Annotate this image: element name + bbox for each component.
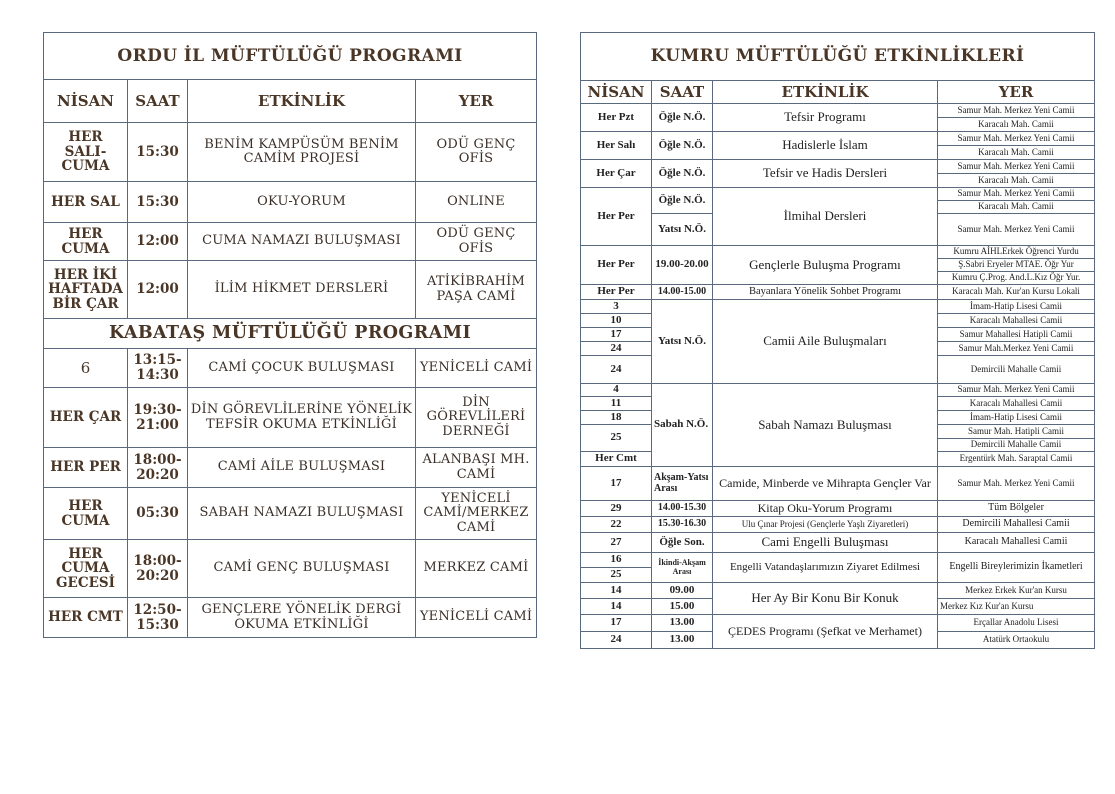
nisan-cell: 3 bbox=[581, 300, 652, 314]
kumru-program-table bbox=[580, 32, 1095, 649]
yer-cell: Samur Mah. Merkez Yeni Camii bbox=[938, 188, 1095, 201]
nisan-cell: HER CUMA GECESİ bbox=[44, 540, 128, 598]
nisan-cell: HER ÇAR bbox=[44, 388, 128, 448]
yer-cell: ODÜ GENÇ OFİS bbox=[416, 223, 537, 261]
nisan-cell: 29 bbox=[581, 501, 652, 517]
nisan-cell: Her Per bbox=[581, 285, 652, 300]
header-nisan: NİSAN bbox=[44, 80, 128, 123]
header-nisan: NİSAN bbox=[581, 81, 652, 104]
kumru-title: KUMRU MÜFTÜLÜĞÜ ETKİNLİKLERİ bbox=[581, 33, 1095, 81]
header-etkinlik: ETKİNLİK bbox=[713, 81, 938, 104]
saat-cell: Yatsı N.Ö. bbox=[652, 214, 713, 246]
table-row bbox=[581, 384, 1095, 397]
nisan-cell: 22 bbox=[581, 517, 652, 533]
saat-cell: 15.00 bbox=[652, 599, 713, 615]
etkinlik-cell: Camii Aile Buluşmaları bbox=[713, 300, 938, 384]
saat-cell: 13.00 bbox=[652, 632, 713, 649]
header-yer: YER bbox=[938, 81, 1095, 104]
yer-cell: YENİCELİ CAMİ/MERKEZ CAMİ bbox=[416, 488, 537, 540]
nisan-cell: HER SAL bbox=[44, 182, 128, 223]
etkinlik-cell: Tefsir Programı bbox=[713, 104, 938, 132]
etkinlik-cell: SABAH NAMAZI BULUŞMASI bbox=[188, 488, 416, 540]
etkinlik-cell: ÇEDES Programı (Şefkat ve Merhamet) bbox=[713, 615, 938, 649]
table-row bbox=[44, 388, 537, 448]
yer-cell: Engelli Bireylerimizin İkametleri bbox=[938, 553, 1095, 583]
yer-cell: Karacalı Mah. Camii bbox=[938, 118, 1095, 132]
saat-cell: Öğle N.Ö. bbox=[652, 160, 713, 188]
etkinlik-cell: İLİM HİKMET DERSLERİ bbox=[188, 261, 416, 319]
nisan-cell: 24 bbox=[581, 632, 652, 649]
nisan-cell: Her Salı bbox=[581, 132, 652, 160]
nisan-cell: 25 bbox=[581, 425, 652, 452]
nisan-cell: 17 bbox=[581, 615, 652, 632]
nisan-cell: 24 bbox=[581, 342, 652, 356]
table-row bbox=[44, 223, 537, 261]
etkinlik-cell: CUMA NAMAZI BULUŞMASI bbox=[188, 223, 416, 261]
header-saat: SAAT bbox=[652, 81, 713, 104]
yer-cell: Karacalı Mah. Kur'an Kursu Lokali bbox=[938, 285, 1095, 300]
saat-cell: 19.00-20.00 bbox=[652, 246, 713, 285]
etkinlik-cell: BENİM KAMPÜSÜM BENİM CAMİM PROJESİ bbox=[188, 123, 416, 182]
yer-cell: Samur Mah. Merkez Yeni Camii bbox=[938, 160, 1095, 174]
etkinlik-cell: Hadislerle İslam bbox=[713, 132, 938, 160]
nisan-cell: HER SALI-CUMA bbox=[44, 123, 128, 182]
table-row bbox=[581, 583, 1095, 599]
table-row bbox=[44, 349, 537, 388]
nisan-cell: 24 bbox=[581, 356, 652, 384]
saat-cell: 19:30-21:00 bbox=[128, 388, 188, 448]
yer-cell: Merkez Erkek Kur'an Kursu bbox=[938, 583, 1095, 599]
header-yer: YER bbox=[416, 80, 537, 123]
nisan-cell: Her Pzt bbox=[581, 104, 652, 132]
nisan-cell: 14 bbox=[581, 583, 652, 599]
etkinlik-cell: Engelli Vatandaşlarımızın Ziyaret Edilmesi bbox=[713, 553, 938, 583]
etkinlik-cell: İlmihal Dersleri bbox=[713, 188, 938, 246]
yer-cell: Karacalı Mah. Camii bbox=[938, 201, 1095, 214]
yer-cell: Samur Mah. Merkez Yeni Camii bbox=[938, 467, 1095, 501]
etkinlik-cell: Tefsir ve Hadis Dersleri bbox=[713, 160, 938, 188]
yer-cell: Karacalı Mahallesi Camii bbox=[938, 533, 1095, 553]
table-row bbox=[44, 540, 537, 598]
ordu-kabatas-program-table bbox=[43, 32, 537, 638]
yer-cell: ATİKİBRAHİM PAŞA CAMİ bbox=[416, 261, 537, 319]
yer-cell: İmam-Hatip Lisesi Camii bbox=[938, 300, 1095, 314]
ordu-title: ORDU İL MÜFTÜLÜĞÜ PROGRAMI bbox=[44, 33, 537, 80]
nisan-cell: HER CUMA bbox=[44, 488, 128, 540]
saat-cell: 12:50-15:30 bbox=[128, 598, 188, 638]
saat-cell: 12:00 bbox=[128, 261, 188, 319]
yer-cell: YENİCELİ CAMİ bbox=[416, 598, 537, 638]
yer-cell: Samur Mah. Merkez Yeni Camii bbox=[938, 132, 1095, 146]
yer-cell: ODÜ GENÇ OFİS bbox=[416, 123, 537, 182]
etkinlik-cell: GENÇLERE YÖNELİK DERGİ OKUMA ETKİNLİĞİ bbox=[188, 598, 416, 638]
saat-cell: Öğle N.Ö. bbox=[652, 132, 713, 160]
yer-cell: Karacalı Mah. Camii bbox=[938, 174, 1095, 188]
yer-cell: Samur Mah.Merkez Yeni Camii bbox=[938, 342, 1095, 356]
table-row bbox=[581, 533, 1095, 553]
etkinlik-cell: CAMİ ÇOCUK BULUŞMASI bbox=[188, 349, 416, 388]
table-row bbox=[581, 246, 1095, 259]
yer-cell: Samur Mah. Merkez Yeni Camii bbox=[938, 384, 1095, 397]
nisan-cell: 25 bbox=[581, 568, 652, 583]
table-row bbox=[44, 261, 537, 319]
yer-cell: Demircili Mahallesi Camii bbox=[938, 517, 1095, 533]
table-row bbox=[581, 501, 1095, 517]
saat-cell: Yatsı N.Ö. bbox=[652, 300, 713, 384]
table-row bbox=[581, 160, 1095, 174]
table-row bbox=[581, 467, 1095, 501]
yer-cell: Demircili Mahalle Camii bbox=[938, 439, 1095, 452]
etkinlik-cell: OKU-YORUM bbox=[188, 182, 416, 223]
table-row bbox=[581, 553, 1095, 568]
table-row bbox=[44, 123, 537, 182]
nisan-cell: 6 bbox=[44, 349, 128, 388]
saat-cell: 05:30 bbox=[128, 488, 188, 540]
saat-cell: 15:30 bbox=[128, 182, 188, 223]
yer-cell: Samur Mahallesi Hatipli Camii bbox=[938, 328, 1095, 342]
etkinlik-cell: Kitap Oku-Yorum Programı bbox=[713, 501, 938, 517]
saat-cell: 14.00-15.30 bbox=[652, 501, 713, 517]
saat-cell: 15:30 bbox=[128, 123, 188, 182]
saat-cell: 15.30-16.30 bbox=[652, 517, 713, 533]
table-row bbox=[581, 132, 1095, 146]
yer-cell: ONLINE bbox=[416, 182, 537, 223]
saat-cell: Öğle N.Ö. bbox=[652, 188, 713, 214]
nisan-cell: HER CUMA bbox=[44, 223, 128, 261]
yer-cell: Atatürk Ortaokulu bbox=[938, 632, 1095, 649]
yer-cell: Ergentürk Mah. Saraptal Camii bbox=[938, 452, 1095, 467]
nisan-cell: HER İKİ HAFTADA BİR ÇAR bbox=[44, 261, 128, 319]
etkinlik-cell: Her Ay Bir Konu Bir Konuk bbox=[713, 583, 938, 615]
table-row bbox=[44, 598, 537, 638]
nisan-cell: Her Per bbox=[581, 246, 652, 285]
saat-cell: Öğle Son. bbox=[652, 533, 713, 553]
nisan-cell: Her Per bbox=[581, 188, 652, 246]
saat-cell: İkindi-Akşam Arası bbox=[652, 553, 713, 583]
table-row bbox=[581, 615, 1095, 632]
saat-cell: Sabah N.Ö. bbox=[652, 384, 713, 467]
nisan-cell: 27 bbox=[581, 533, 652, 553]
etkinlik-cell: Cami Engelli Buluşması bbox=[713, 533, 938, 553]
nisan-cell: 17 bbox=[581, 467, 652, 501]
header-etkinlik: ETKİNLİK bbox=[188, 80, 416, 123]
nisan-cell: 10 bbox=[581, 314, 652, 328]
table-row bbox=[44, 182, 537, 223]
yer-cell: Tüm Bölgeler bbox=[938, 501, 1095, 517]
nisan-cell: 11 bbox=[581, 397, 652, 411]
etkinlik-cell: Ulu Çınar Projesi (Gençlerle Yaşlı Ziyaretleri) bbox=[713, 517, 938, 533]
yer-cell: ALANBAŞI MH. CAMİ bbox=[416, 448, 537, 488]
yer-cell: DİN GÖREVLİLERİ DERNEĞİ bbox=[416, 388, 537, 448]
saat-cell: Akşam-Yatsı Arası bbox=[652, 467, 713, 501]
yer-cell: Kumru Ç.Prog. And.L.Kız Öğr Yur. bbox=[938, 272, 1095, 285]
nisan-cell: 14 bbox=[581, 599, 652, 615]
table-row bbox=[44, 488, 537, 540]
etkinlik-cell: CAMİ GENÇ BULUŞMASI bbox=[188, 540, 416, 598]
yer-cell: Merkez Kız Kur'an Kursu bbox=[938, 599, 1095, 615]
saat-cell: 12:00 bbox=[128, 223, 188, 261]
yer-cell: Demircili Mahalle Camii bbox=[938, 356, 1095, 384]
yer-cell: Samur Mah. Hatipli Camii bbox=[938, 425, 1095, 439]
kabatas-title: KABATAŞ MÜFTÜLÜĞÜ PROGRAMI bbox=[44, 319, 537, 349]
saat-cell: Öğle N.Ö. bbox=[652, 104, 713, 132]
yer-cell: Samur Mah. Merkez Yeni Camii bbox=[938, 104, 1095, 118]
etkinlik-cell: CAMİ AİLE BULUŞMASI bbox=[188, 448, 416, 488]
yer-cell: YENİCELİ CAMİ bbox=[416, 349, 537, 388]
nisan-cell: Her Cmt bbox=[581, 452, 652, 467]
yer-cell: İmam-Hatip Lisesi Camii bbox=[938, 411, 1095, 425]
yer-cell: Ş.Sabri Eryeler MTAE. Öğr Yur bbox=[938, 259, 1095, 272]
saat-cell: 18:00-20:20 bbox=[128, 448, 188, 488]
etkinlik-cell: Sabah Namazı Buluşması bbox=[713, 384, 938, 467]
table-row bbox=[581, 517, 1095, 533]
yer-cell: Samur Mah. Merkez Yeni Camii bbox=[938, 214, 1095, 246]
nisan-cell: 18 bbox=[581, 411, 652, 425]
nisan-cell: Her Çar bbox=[581, 160, 652, 188]
nisan-cell: HER CMT bbox=[44, 598, 128, 638]
nisan-cell: 4 bbox=[581, 384, 652, 397]
table-row bbox=[581, 104, 1095, 118]
nisan-cell: 16 bbox=[581, 553, 652, 568]
saat-cell: 13.00 bbox=[652, 615, 713, 632]
yer-cell: MERKEZ CAMİ bbox=[416, 540, 537, 598]
table-row bbox=[581, 188, 1095, 201]
saat-cell: 18:00-20:20 bbox=[128, 540, 188, 598]
saat-cell: 14.00-15.00 bbox=[652, 285, 713, 300]
yer-cell: Kumru AİHLErkek Öğrenci Yurdu bbox=[938, 246, 1095, 259]
table-row bbox=[581, 300, 1095, 314]
yer-cell: Karacalı Mahallesi Camii bbox=[938, 397, 1095, 411]
table-row bbox=[581, 285, 1095, 300]
table-row bbox=[44, 448, 537, 488]
etkinlik-cell: DİN GÖREVLİLERİNE YÖNELİK TEFSİR OKUMA ETKİNLİĞİ bbox=[188, 388, 416, 448]
yer-cell: Karacalı Mahallesi Camii bbox=[938, 314, 1095, 328]
etkinlik-cell: Camide, Minberde ve Mihrapta Gençler Var bbox=[713, 467, 938, 501]
etkinlik-cell: Bayanlara Yönelik Sohbet Programı bbox=[713, 285, 938, 300]
etkinlik-cell: Gençlerle Buluşma Programı bbox=[713, 246, 938, 285]
nisan-cell: HER PER bbox=[44, 448, 128, 488]
saat-cell: 09.00 bbox=[652, 583, 713, 599]
saat-cell: 13:15-14:30 bbox=[128, 349, 188, 388]
header-saat: SAAT bbox=[128, 80, 188, 123]
nisan-cell: 17 bbox=[581, 328, 652, 342]
yer-cell: Karacalı Mah. Camii bbox=[938, 146, 1095, 160]
yer-cell: Erçallar Anadolu Lisesi bbox=[938, 615, 1095, 632]
